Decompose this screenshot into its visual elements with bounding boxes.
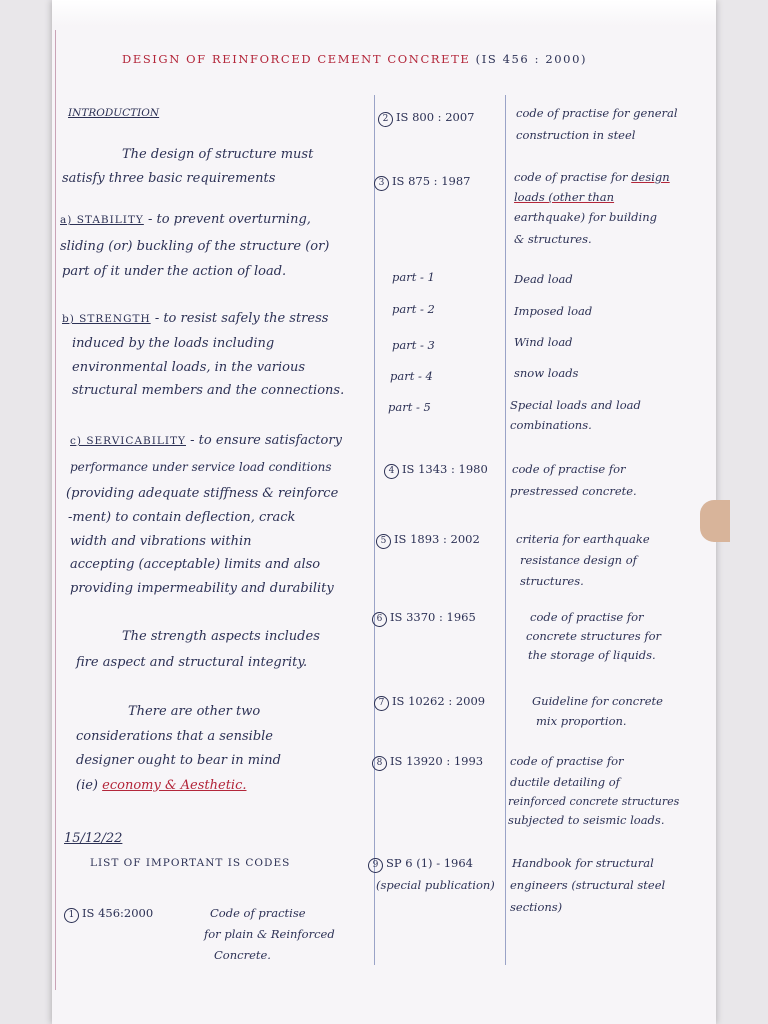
- code-3-desc-3: earthquake) for building: [514, 210, 657, 224]
- strength-line-4: structural members and the connections.: [72, 383, 345, 398]
- code-8-desc-4: subjected to seismic loads.: [508, 813, 665, 827]
- part-4: part - 4: [390, 369, 433, 383]
- code-8: 8 IS 13920 : 1993: [372, 756, 483, 771]
- code-9-desc-2: engineers (structural steel: [510, 878, 666, 892]
- part-3: part - 3: [392, 338, 435, 352]
- part-3-desc: Wind load: [514, 335, 573, 349]
- code-6-desc-1: code of practise for: [530, 610, 644, 624]
- stability-line-1: a) STABILITY - to prevent overturning,: [60, 212, 311, 227]
- code-8-desc-1: code of practise for: [510, 754, 624, 768]
- code-7: 7 IS 10262 : 2009: [374, 696, 485, 711]
- code-6: 6 IS 3370 : 1965: [372, 612, 476, 627]
- serviceability-line-7: providing impermeability and durability: [70, 581, 334, 596]
- part-2: part - 2: [392, 302, 435, 316]
- code-1-desc-2: for plain & Reinforced: [204, 927, 335, 941]
- strength-line-3: environmental loads, in the various: [72, 360, 306, 375]
- code-9: 9 SP 6 (1) - 1964: [368, 858, 473, 873]
- column-rule-right: [505, 95, 506, 965]
- code-8-desc-2: ductile detailing of: [510, 775, 620, 789]
- considerations-line-4: (ie) economy & Aesthetic.: [76, 778, 247, 793]
- serviceability-line-2: performance under service load conditions: [70, 460, 332, 474]
- code-3-desc-1: code of practise for design: [514, 170, 670, 184]
- thumb: [700, 500, 730, 542]
- code-3: 3 IS 875 : 1987: [374, 176, 470, 191]
- column-rule-left: [374, 95, 375, 965]
- strength-aspects-line-1: The strength aspects includes: [122, 629, 320, 644]
- code-7-desc-1: Guideline for concrete: [532, 694, 663, 708]
- code-2-desc-1: code of practise for general: [516, 106, 678, 120]
- code-1-desc-3: Concrete.: [214, 948, 271, 962]
- considerations-line-2: considerations that a sensible: [76, 729, 273, 744]
- code-5-desc-1: criteria for earthquake: [516, 532, 650, 546]
- code-6-desc-3: the storage of liquids.: [528, 648, 656, 662]
- stability-line-3: part of it under the action of load.: [62, 264, 287, 279]
- code-4-desc-1: code of practise for: [512, 462, 626, 476]
- code-4-desc-2: prestressed concrete.: [510, 484, 637, 498]
- code-9-desc-1: Handbook for structural: [512, 856, 654, 870]
- part-1-desc: Dead load: [514, 272, 573, 286]
- code-3-desc-2: loads (other than: [514, 190, 615, 204]
- part-5: part - 5: [388, 400, 431, 414]
- code-4: 4 IS 1343 : 1980: [384, 464, 488, 479]
- page-title: DESIGN OF REINFORCED CEMENT CONCRETE (IS 456 : 2000): [122, 52, 588, 66]
- code-5-desc-3: structures.: [520, 574, 584, 588]
- code-2-desc-2: construction in steel: [516, 128, 636, 142]
- code-2: 2 IS 800 : 2007: [378, 112, 474, 127]
- code-5: 5 IS 1893 : 2002: [376, 534, 480, 549]
- code-5-desc-2: resistance design of: [520, 553, 637, 567]
- list-heading: LIST OF IMPORTANT IS CODES: [90, 857, 291, 869]
- code-3-desc-4: & structures.: [514, 232, 592, 246]
- code-1: 1 IS 456:2000: [64, 908, 153, 923]
- serviceability-line-5: width and vibrations within: [70, 534, 252, 549]
- considerations-line-1: There are other two: [128, 704, 261, 719]
- page-top-edge: [52, 0, 716, 26]
- part-2-desc: Imposed load: [514, 304, 593, 318]
- strength-line-1: b) STRENGTH - to resist safely the stress: [62, 311, 329, 326]
- considerations-line-3: designer ought to bear in mind: [76, 753, 281, 768]
- intro-line-1: The design of structure must: [122, 147, 314, 162]
- part-5-desc-1: Special loads and load: [510, 398, 641, 412]
- intro-heading: INTRODUCTION: [68, 107, 160, 119]
- code-9-desc-3: sections): [510, 900, 563, 914]
- strength-line-2: induced by the loads including: [72, 336, 275, 351]
- margin-line: [55, 30, 56, 990]
- serviceability-line-6: accepting (acceptable) limits and also: [70, 557, 321, 572]
- part-4-desc: snow loads: [514, 366, 579, 380]
- serviceability-line-4: -ment) to contain deflection, crack: [68, 510, 296, 525]
- code-7-desc-2: mix proportion.: [536, 714, 627, 728]
- code-6-desc-2: concrete structures for: [526, 629, 662, 643]
- stability-line-2: sliding (or) buckling of the structure (or): [60, 239, 330, 254]
- code-9-sub: (special publication): [376, 878, 495, 892]
- part-1: part - 1: [392, 270, 435, 284]
- date: 15/12/22: [64, 831, 123, 846]
- intro-line-2: satisfy three basic requirements: [62, 171, 276, 186]
- strength-aspects-line-2: fire aspect and structural integrity.: [76, 655, 308, 670]
- part-5-desc-2: combinations.: [510, 418, 592, 432]
- serviceability-line-3: (providing adequate stiffness & reinforce: [66, 486, 339, 501]
- code-8-desc-3: reinforced concrete structures: [508, 795, 680, 808]
- code-1-desc-1: Code of practise: [210, 906, 306, 920]
- serviceability-line-1: c) SERVICABILITY - to ensure satisfactory: [70, 433, 342, 448]
